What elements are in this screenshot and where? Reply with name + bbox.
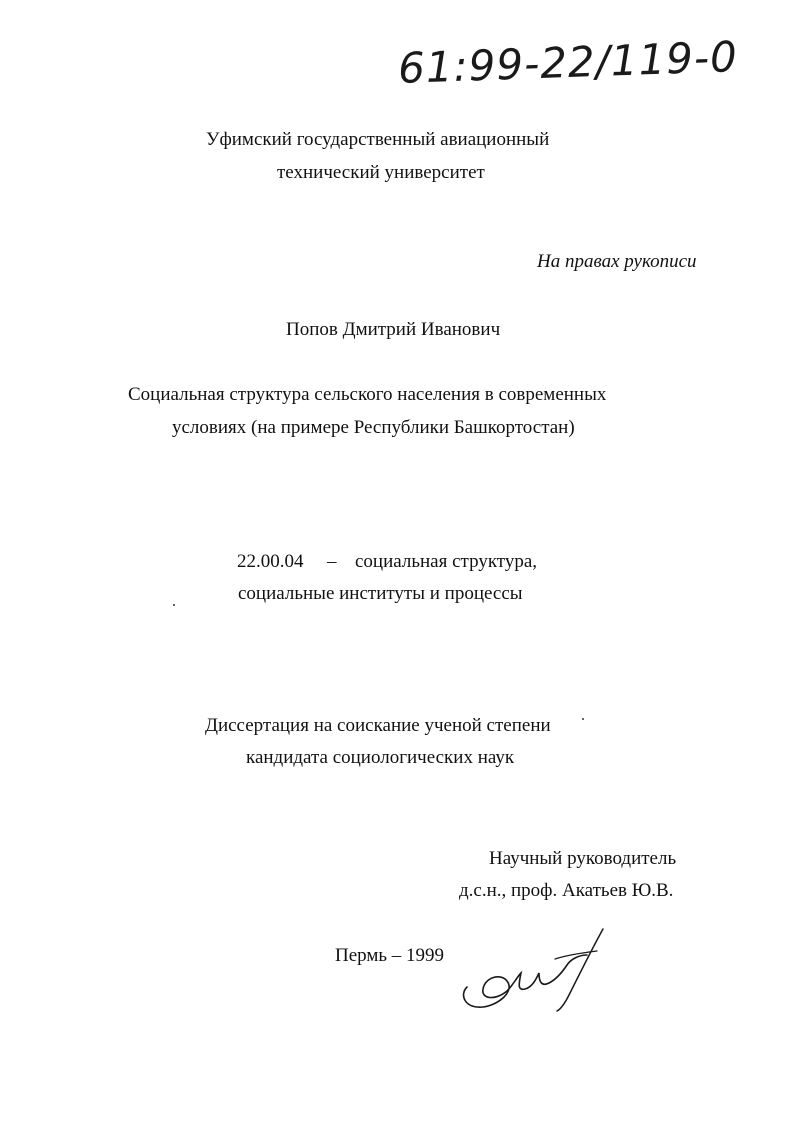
degree-line-1: Диссертация на соискание ученой степени <box>205 715 551 736</box>
place-year: Пермь – 1999 <box>335 945 445 966</box>
degree-line-2: кандидата социологических наук <box>246 747 515 768</box>
specialty-name-line-1: социальная структура, <box>355 551 538 572</box>
university-line-2: технический университет <box>277 162 485 183</box>
archive-number: 61:99-22/119-0 <box>397 32 739 93</box>
signature-mark <box>455 925 615 1015</box>
title-line-1: Социальная структура сельского населения в современных <box>128 384 607 405</box>
specialty-code: 22.00.04 <box>237 551 304 572</box>
specialty-name-line-2: социальные институты и процессы <box>238 583 523 604</box>
specialty-dash: – <box>327 551 337 572</box>
supervisor-label: Научный руководитель <box>489 848 677 869</box>
scan-speck <box>582 718 584 720</box>
author-name: Попов Дмитрий Иванович <box>286 319 501 340</box>
scan-speck <box>173 604 175 606</box>
university-line-1: Уфимский государственный авиационный <box>206 129 550 150</box>
manuscript-rights: На правах рукописи <box>537 251 697 272</box>
title-line-2: условиях (на примере Республики Башкортостан) <box>172 417 575 438</box>
supervisor-name: д.с.н., проф. Акатьев Ю.В. <box>459 880 674 901</box>
